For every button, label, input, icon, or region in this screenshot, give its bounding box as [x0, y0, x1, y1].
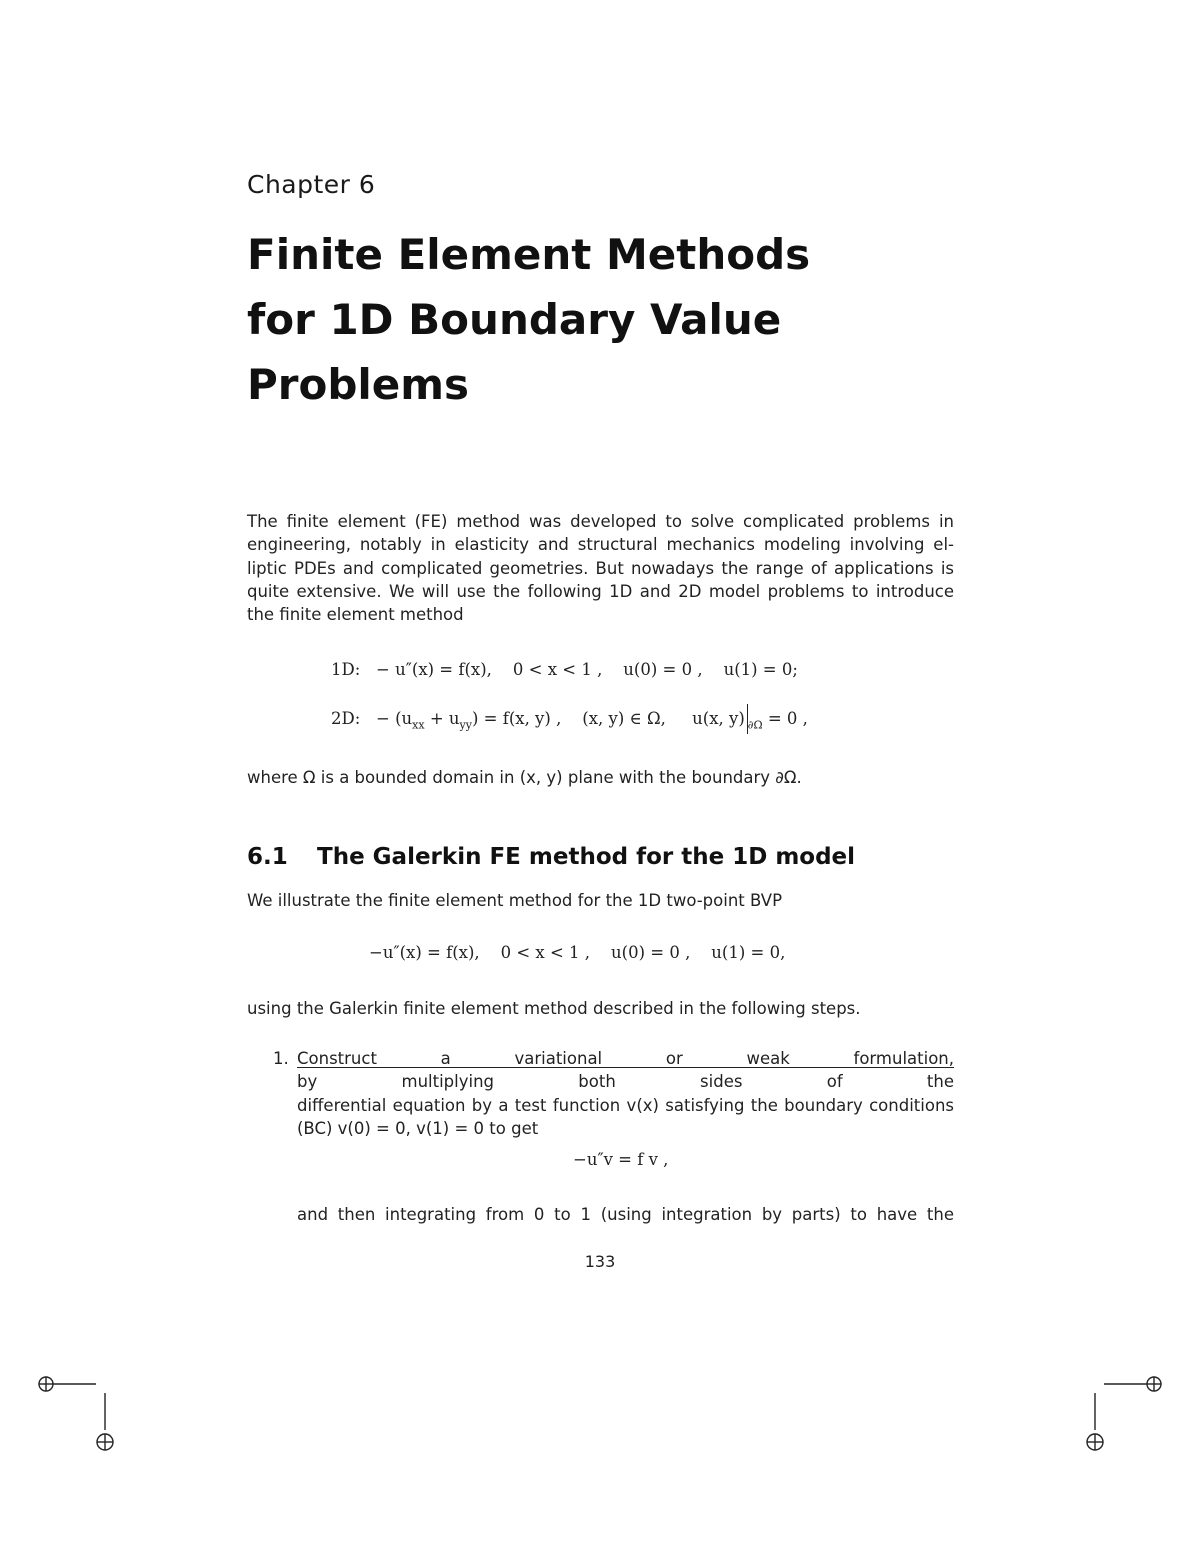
equation-2d-part: 2D: − (u — [331, 709, 413, 728]
chapter-title-line: Problems — [247, 360, 470, 409]
intro-line: liptic PDEs and complicated geometries. But nowadays the range of applications is — [247, 558, 954, 578]
section-title: The Galerkin FE method for the 1D model — [317, 844, 856, 870]
equation-2d-part: = 0 , — [762, 709, 808, 728]
page-number: 133 — [584, 1252, 616, 1271]
chapter-title-line: Finite Element Methods — [247, 230, 811, 279]
weak-form-equation: −u″v = f v , — [573, 1150, 669, 1169]
intro-line: engineering, notably in elasticity and structural mechanics modeling involving el- — [247, 535, 954, 555]
chapter-label: Chapter 6 — [247, 170, 376, 199]
list-marker: 1. — [273, 1049, 289, 1068]
list-item-line: differential equation by a test function v(x) satisfying the boundary conditions — [297, 1095, 954, 1115]
list-item-line: (BC) v(0) = 0, v(1) = 0 to get — [297, 1118, 539, 1138]
bvp-equation: −u″(x) = f(x), 0 < x < 1 , u(0) = 0 , u(1) = 0, — [369, 943, 786, 962]
equation-1d: 1D: − u″(x) = f(x), 0 < x < 1 , u(0) = 0 , u(1) = 0; — [331, 660, 798, 679]
underlined-text: Construct a variational or weak formulation, — [297, 1049, 954, 1068]
illustrate-text: We illustrate the finite element method for the 1D two-point BVP — [247, 891, 783, 910]
list-item-text: by multiplying both sides of the — [297, 1072, 954, 1092]
intro-line: quite extensive. We will use the following 1D and 2D model problems to introduce — [247, 581, 954, 601]
continuation-text: and then integrating from 0 to 1 (using integration by parts) to have the — [297, 1205, 954, 1224]
where-text: where Ω is a bounded domain in (x, y) plane with the boundary ∂Ω. — [247, 768, 802, 787]
subscript-boundary: ∂Ω — [747, 718, 763, 732]
equation-2d-part: + u — [424, 709, 460, 728]
equation-2d-part: ) = f(x, y) , (x, y) ∈ Ω, u(x, y) — [471, 709, 745, 728]
using-text: using the Galerkin finite element method described in the following steps. — [247, 999, 861, 1018]
subscript-xx: xx — [412, 718, 425, 732]
chapter-title-line: for 1D Boundary Value — [247, 295, 782, 344]
intro-line: the finite element method — [247, 605, 464, 625]
section-number: 6.1 — [247, 844, 288, 870]
intro-line: The finite element (FE) method was developed to solve complicated problems in — [247, 512, 954, 531]
subscript-yy: yy — [459, 718, 472, 732]
